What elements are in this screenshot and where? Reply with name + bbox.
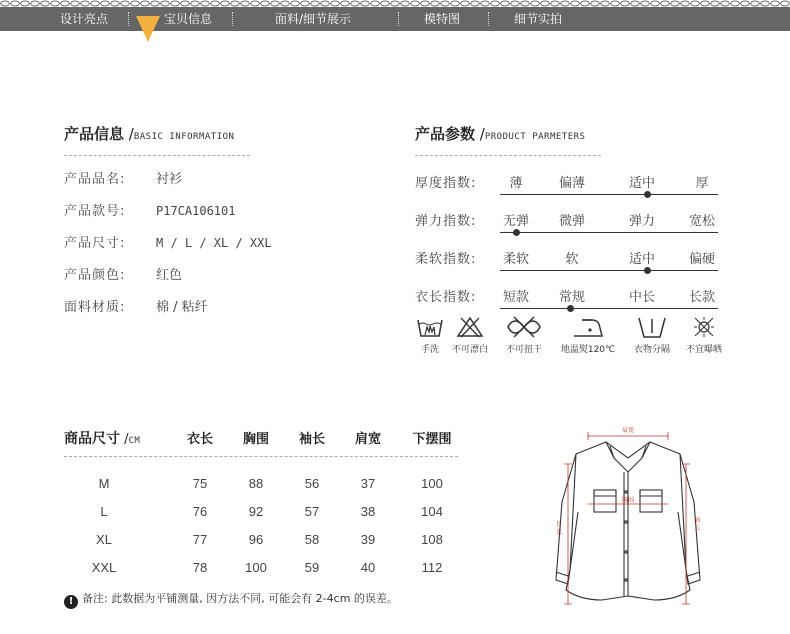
care-item — [494, 315, 554, 355]
no-wring-icon — [504, 315, 544, 339]
param-option: 适中 — [628, 252, 655, 267]
divider — [415, 155, 601, 156]
sleeve-label-2: 长 — [694, 525, 701, 532]
info-row-size — [64, 232, 272, 251]
info-label: 产品品名: — [64, 172, 126, 187]
note-text: 备注: 此数据为平铺测量, 因方法不同, 可能会有 2-4cm 的误差。 — [82, 592, 398, 605]
param-selected-dot — [567, 305, 574, 312]
info-label: 产品款号: — [64, 204, 126, 219]
size-value: 57 — [304, 504, 320, 519]
param-option: 柔软 — [502, 252, 529, 267]
size-value: 112 — [421, 560, 443, 575]
size-label: XL — [96, 532, 112, 547]
care-label: 不宜曝晒 — [685, 345, 722, 355]
info-row-material — [64, 296, 208, 315]
param-scale-line — [500, 232, 718, 233]
care-item — [440, 315, 500, 355]
param-scale-line — [500, 308, 718, 309]
param-option: 偏薄 — [558, 176, 585, 191]
length-label-2: 衣 — [556, 529, 563, 536]
info-label: 产品尺寸: — [64, 236, 126, 251]
divider — [64, 155, 250, 156]
care-label: 地温熨120℃ — [560, 345, 616, 355]
nav-item-detail[interactable]: 细节实拍 — [513, 12, 562, 26]
size-value: 40 — [360, 560, 376, 575]
size-value: 38 — [360, 504, 376, 519]
param-option: 无弹 — [502, 214, 529, 229]
size-value: 37 — [360, 476, 376, 491]
care-label: 不可扭干 — [505, 345, 542, 355]
info-value: M / L / XL / XXL — [156, 236, 272, 250]
param-option: 弹力 — [628, 214, 655, 229]
size-header: 胸围 — [242, 432, 269, 447]
param-option: 偏硬 — [688, 252, 715, 267]
size-value: 58 — [304, 532, 320, 547]
product-params-title: 产品参数 /PRODUCT PARMETERS — [415, 125, 586, 143]
param-option: 适中 — [628, 176, 655, 191]
size-value: 59 — [304, 560, 320, 575]
nav-active-marker — [136, 16, 160, 42]
iron-low-icon — [570, 315, 606, 339]
info-value: 红色 — [156, 268, 183, 283]
param-option: 常规 — [558, 290, 585, 305]
param-scale-line — [500, 270, 718, 271]
care-item — [674, 315, 734, 355]
size-note — [64, 590, 398, 609]
care-label: 手洗 — [420, 345, 439, 355]
size-value: 77 — [192, 532, 208, 547]
nav-item-info[interactable]: 宝贝信息 — [163, 12, 212, 26]
param-option: 宽松 — [688, 214, 715, 229]
size-value: 76 — [192, 504, 208, 519]
info-row-style — [64, 200, 235, 219]
param-option: 厚 — [695, 176, 709, 191]
size-label: L — [100, 504, 108, 519]
size-value: 100 — [421, 476, 443, 491]
size-label: M — [98, 476, 110, 491]
no-sun-dry-icon — [690, 315, 718, 339]
care-item — [622, 315, 682, 355]
info-row-color — [64, 264, 182, 283]
no-bleach-icon — [456, 315, 484, 339]
param-label: 柔软指数: — [415, 252, 477, 267]
size-value: 92 — [248, 504, 264, 519]
care-label: 衣物分隔 — [633, 345, 670, 355]
size-label: XXL — [91, 560, 117, 575]
param-label: 衣长指数: — [415, 290, 477, 305]
info-label: 产品颜色: — [64, 268, 126, 283]
care-label: 不可漂白 — [451, 345, 488, 355]
shirt-measurement-diagram — [548, 422, 708, 612]
wash-separately-icon — [636, 315, 668, 339]
nav-item-fabric[interactable]: 面料/细节展示 — [274, 12, 352, 26]
param-selected-dot — [644, 267, 651, 274]
param-label: 厚度指数: — [415, 176, 477, 191]
divider — [64, 456, 458, 457]
size-table-title: 商品尺寸 /CM — [64, 431, 141, 447]
param-label: 弹力指数: — [415, 214, 477, 229]
nav-separator — [232, 12, 233, 26]
info-label: 面料材质: — [64, 300, 126, 315]
size-header: 肩宽 — [354, 432, 381, 447]
param-scale-line — [500, 194, 718, 195]
info-value: 衬衫 — [156, 172, 183, 187]
param-selected-dot — [644, 191, 651, 198]
nav-item-design[interactable]: 设计亮点 — [59, 12, 108, 26]
size-value: 39 — [360, 532, 376, 547]
size-value: 78 — [192, 560, 208, 575]
product-info-title: 产品信息 /BASIC INFORMATION — [64, 125, 235, 143]
size-value: 88 — [248, 476, 264, 491]
care-item — [558, 315, 618, 355]
info-row-name — [64, 168, 182, 187]
size-value: 75 — [192, 476, 208, 491]
size-value: 104 — [421, 504, 443, 519]
info-value: P17CA106101 — [156, 204, 236, 218]
top-nav — [0, 7, 790, 31]
nav-chain-border — [0, 0, 790, 7]
length-label: 长 — [556, 521, 563, 528]
size-value: 56 — [304, 476, 320, 491]
param-selected-dot — [513, 229, 520, 236]
nav-separator — [128, 12, 129, 26]
param-option: 薄 — [509, 176, 523, 191]
size-value: 96 — [248, 532, 264, 547]
info-value: 棉 / 粘纤 — [156, 300, 208, 315]
nav-item-model[interactable]: 模特图 — [423, 12, 460, 26]
shoulder-label: 肩宽 — [621, 427, 635, 434]
nav-separator — [398, 12, 399, 26]
size-header: 袖长 — [298, 432, 325, 447]
size-value: 108 — [421, 532, 443, 547]
sleeve-label: 袖 — [694, 517, 701, 524]
param-option: 软 — [565, 252, 579, 267]
size-header: 下摆围 — [412, 432, 452, 447]
param-option: 微弹 — [558, 214, 585, 229]
param-option: 长款 — [688, 290, 715, 305]
size-value: 100 — [245, 560, 267, 575]
chest-label: 胸围 — [621, 497, 635, 504]
warning-icon: ! — [64, 595, 78, 609]
param-option: 中长 — [628, 290, 655, 305]
size-header: 衣长 — [186, 432, 213, 447]
nav-separator — [488, 12, 489, 26]
param-option: 短款 — [502, 290, 529, 305]
